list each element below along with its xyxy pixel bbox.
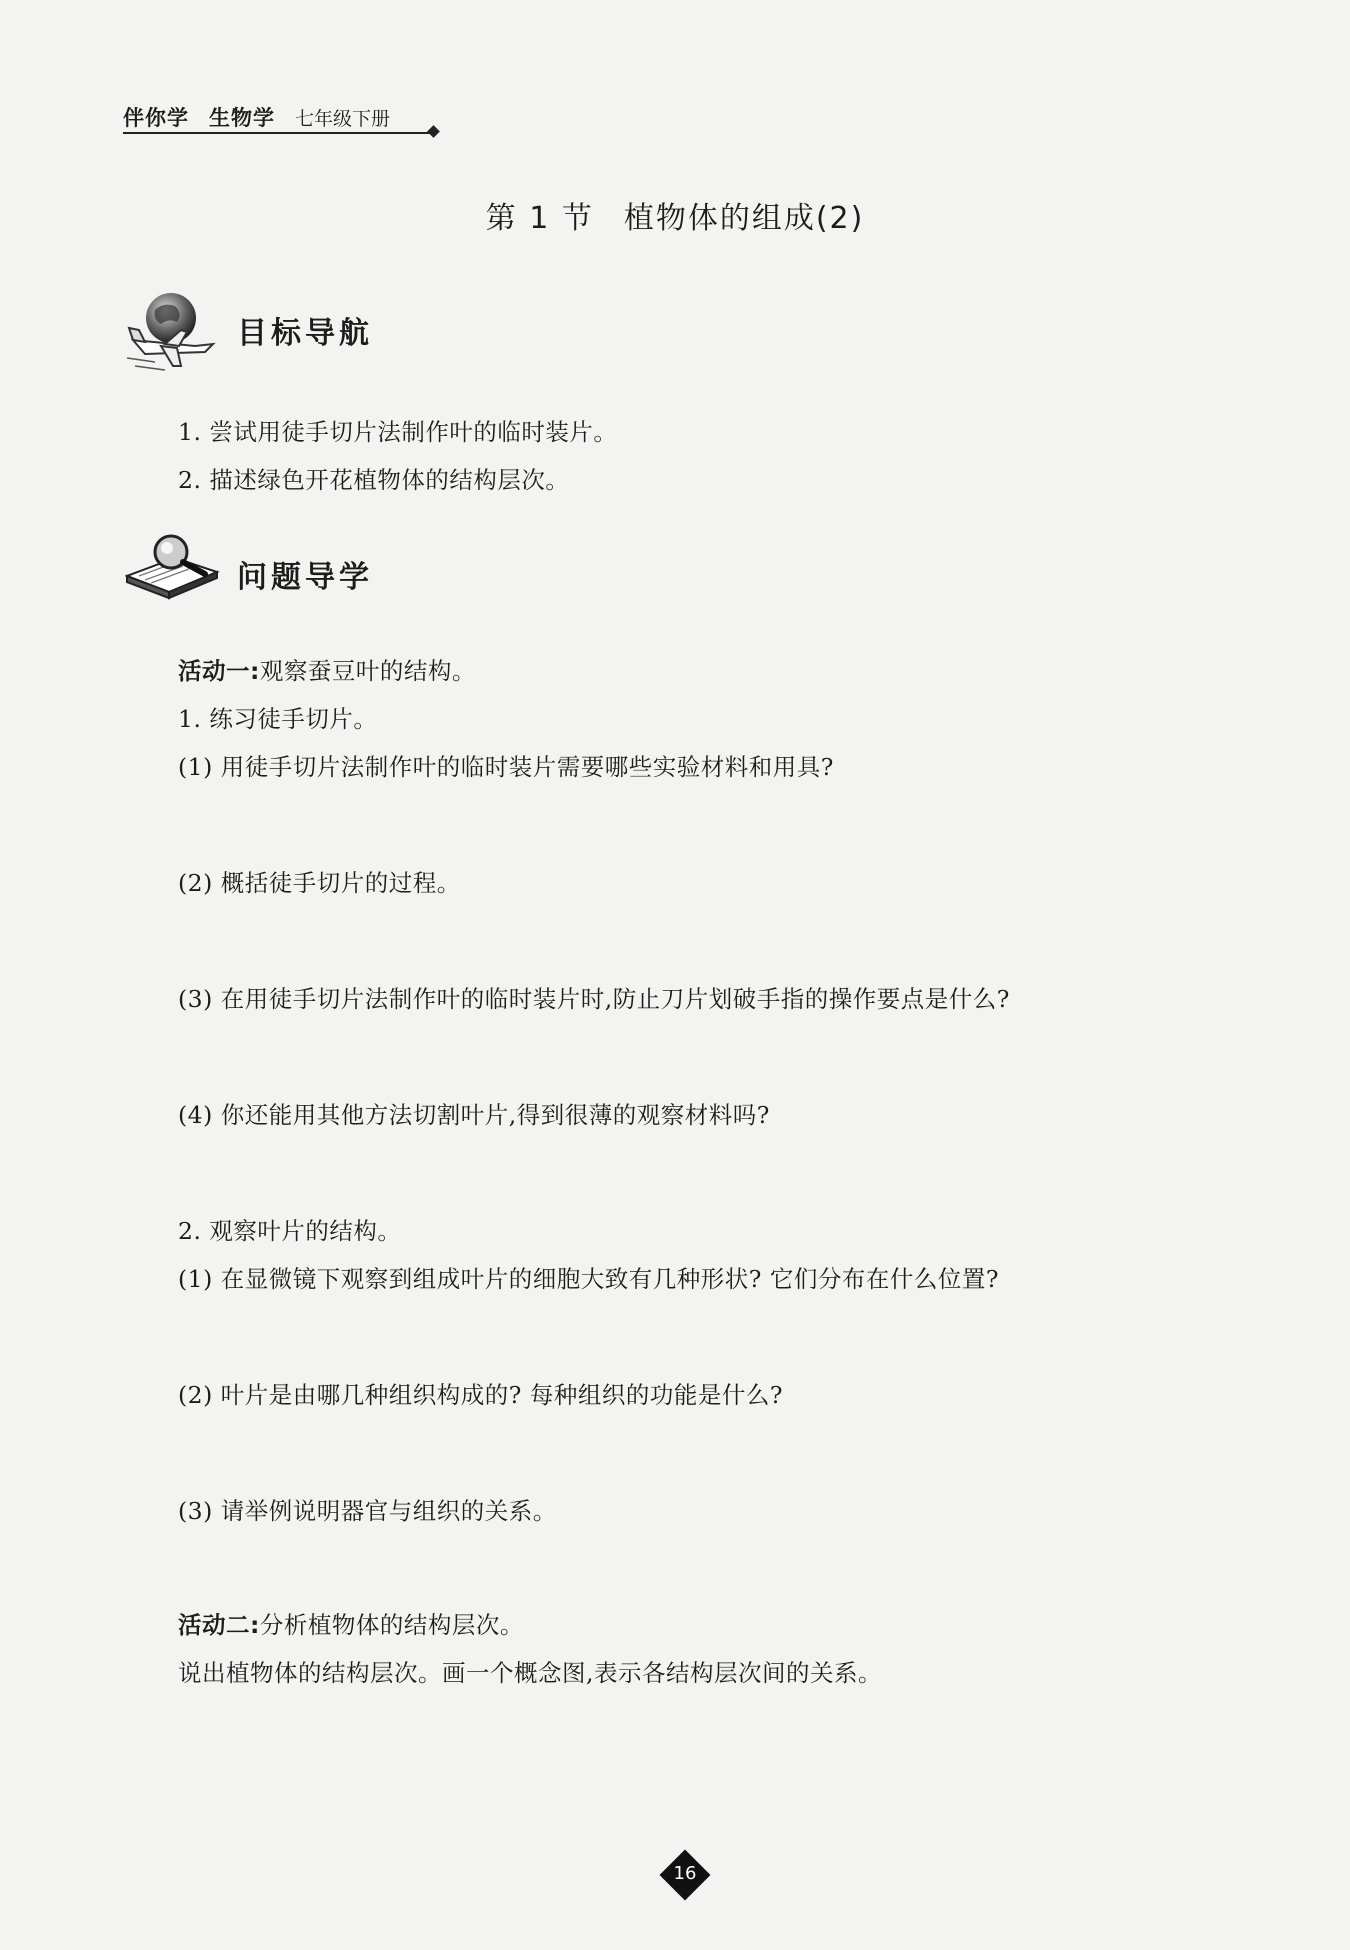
goals-heading bbox=[125, 288, 445, 378]
section-number: 第 1 节 bbox=[485, 201, 594, 236]
header-diamond-icon bbox=[427, 125, 440, 138]
goal-item-2: 2. 描述绿色开花植物体的结构层次。 bbox=[178, 466, 570, 494]
globe-airplane-icon bbox=[125, 288, 220, 378]
running-header bbox=[123, 102, 443, 142]
question-1-1: (1) 用徒手切片法制作叶的临时装片需要哪些实验材料和用具? bbox=[178, 753, 834, 781]
activity-2 bbox=[178, 1606, 524, 1640]
activity-1-label: 活动一: bbox=[178, 657, 260, 685]
header-rule bbox=[123, 132, 433, 134]
question-2-1: (1) 在显微镜下观察到组成叶片的细胞大致有几种形状? 它们分布在什么位置? bbox=[178, 1265, 999, 1293]
question-2-3: (3) 请举例说明器官与组织的关系。 bbox=[178, 1497, 557, 1525]
study-heading bbox=[125, 530, 445, 620]
activity-1 bbox=[178, 652, 476, 686]
question-1-3: (3) 在用徒手切片法制作叶的临时装片时,防止刀片划破手指的操作要点是什么? bbox=[178, 985, 1010, 1013]
study-heading-label: 问题导学 bbox=[237, 560, 373, 595]
activity-2-task: 说出植物体的结构层次。画一个概念图,表示各结构层次间的关系。 bbox=[178, 1659, 882, 1687]
activity-1-part-2: 2. 观察叶片的结构。 bbox=[178, 1217, 402, 1245]
activity-2-label: 活动二: bbox=[178, 1611, 260, 1639]
activity-1-text: 观察蚕豆叶的结构。 bbox=[259, 657, 476, 685]
grade-label: 七年级下册 bbox=[295, 108, 391, 130]
question-1-4: (4) 你还能用其他方法切割叶片,得到很薄的观察材料吗? bbox=[178, 1101, 770, 1129]
page-number-badge bbox=[660, 1850, 710, 1900]
question-1-2: (2) 概括徒手切片的过程。 bbox=[178, 869, 461, 897]
series-name: 伴你学 bbox=[123, 106, 189, 130]
section-name: 植物体的组成(2) bbox=[623, 201, 865, 236]
page-number: 16 bbox=[673, 1863, 697, 1884]
activity-2-text: 分析植物体的结构层次。 bbox=[259, 1611, 524, 1639]
question-2-2: (2) 叶片是由哪几种组织构成的? 每种组织的功能是什么? bbox=[178, 1381, 783, 1409]
book-magnifier-icon bbox=[125, 530, 220, 620]
activity-1-part-1: 1. 练习徒手切片。 bbox=[178, 705, 378, 733]
goal-item-1: 1. 尝试用徒手切片法制作叶的临时装片。 bbox=[178, 418, 618, 446]
goals-heading-label: 目标导航 bbox=[237, 316, 373, 351]
subject-name: 生物学 bbox=[209, 106, 275, 130]
section-title bbox=[0, 193, 1350, 237]
